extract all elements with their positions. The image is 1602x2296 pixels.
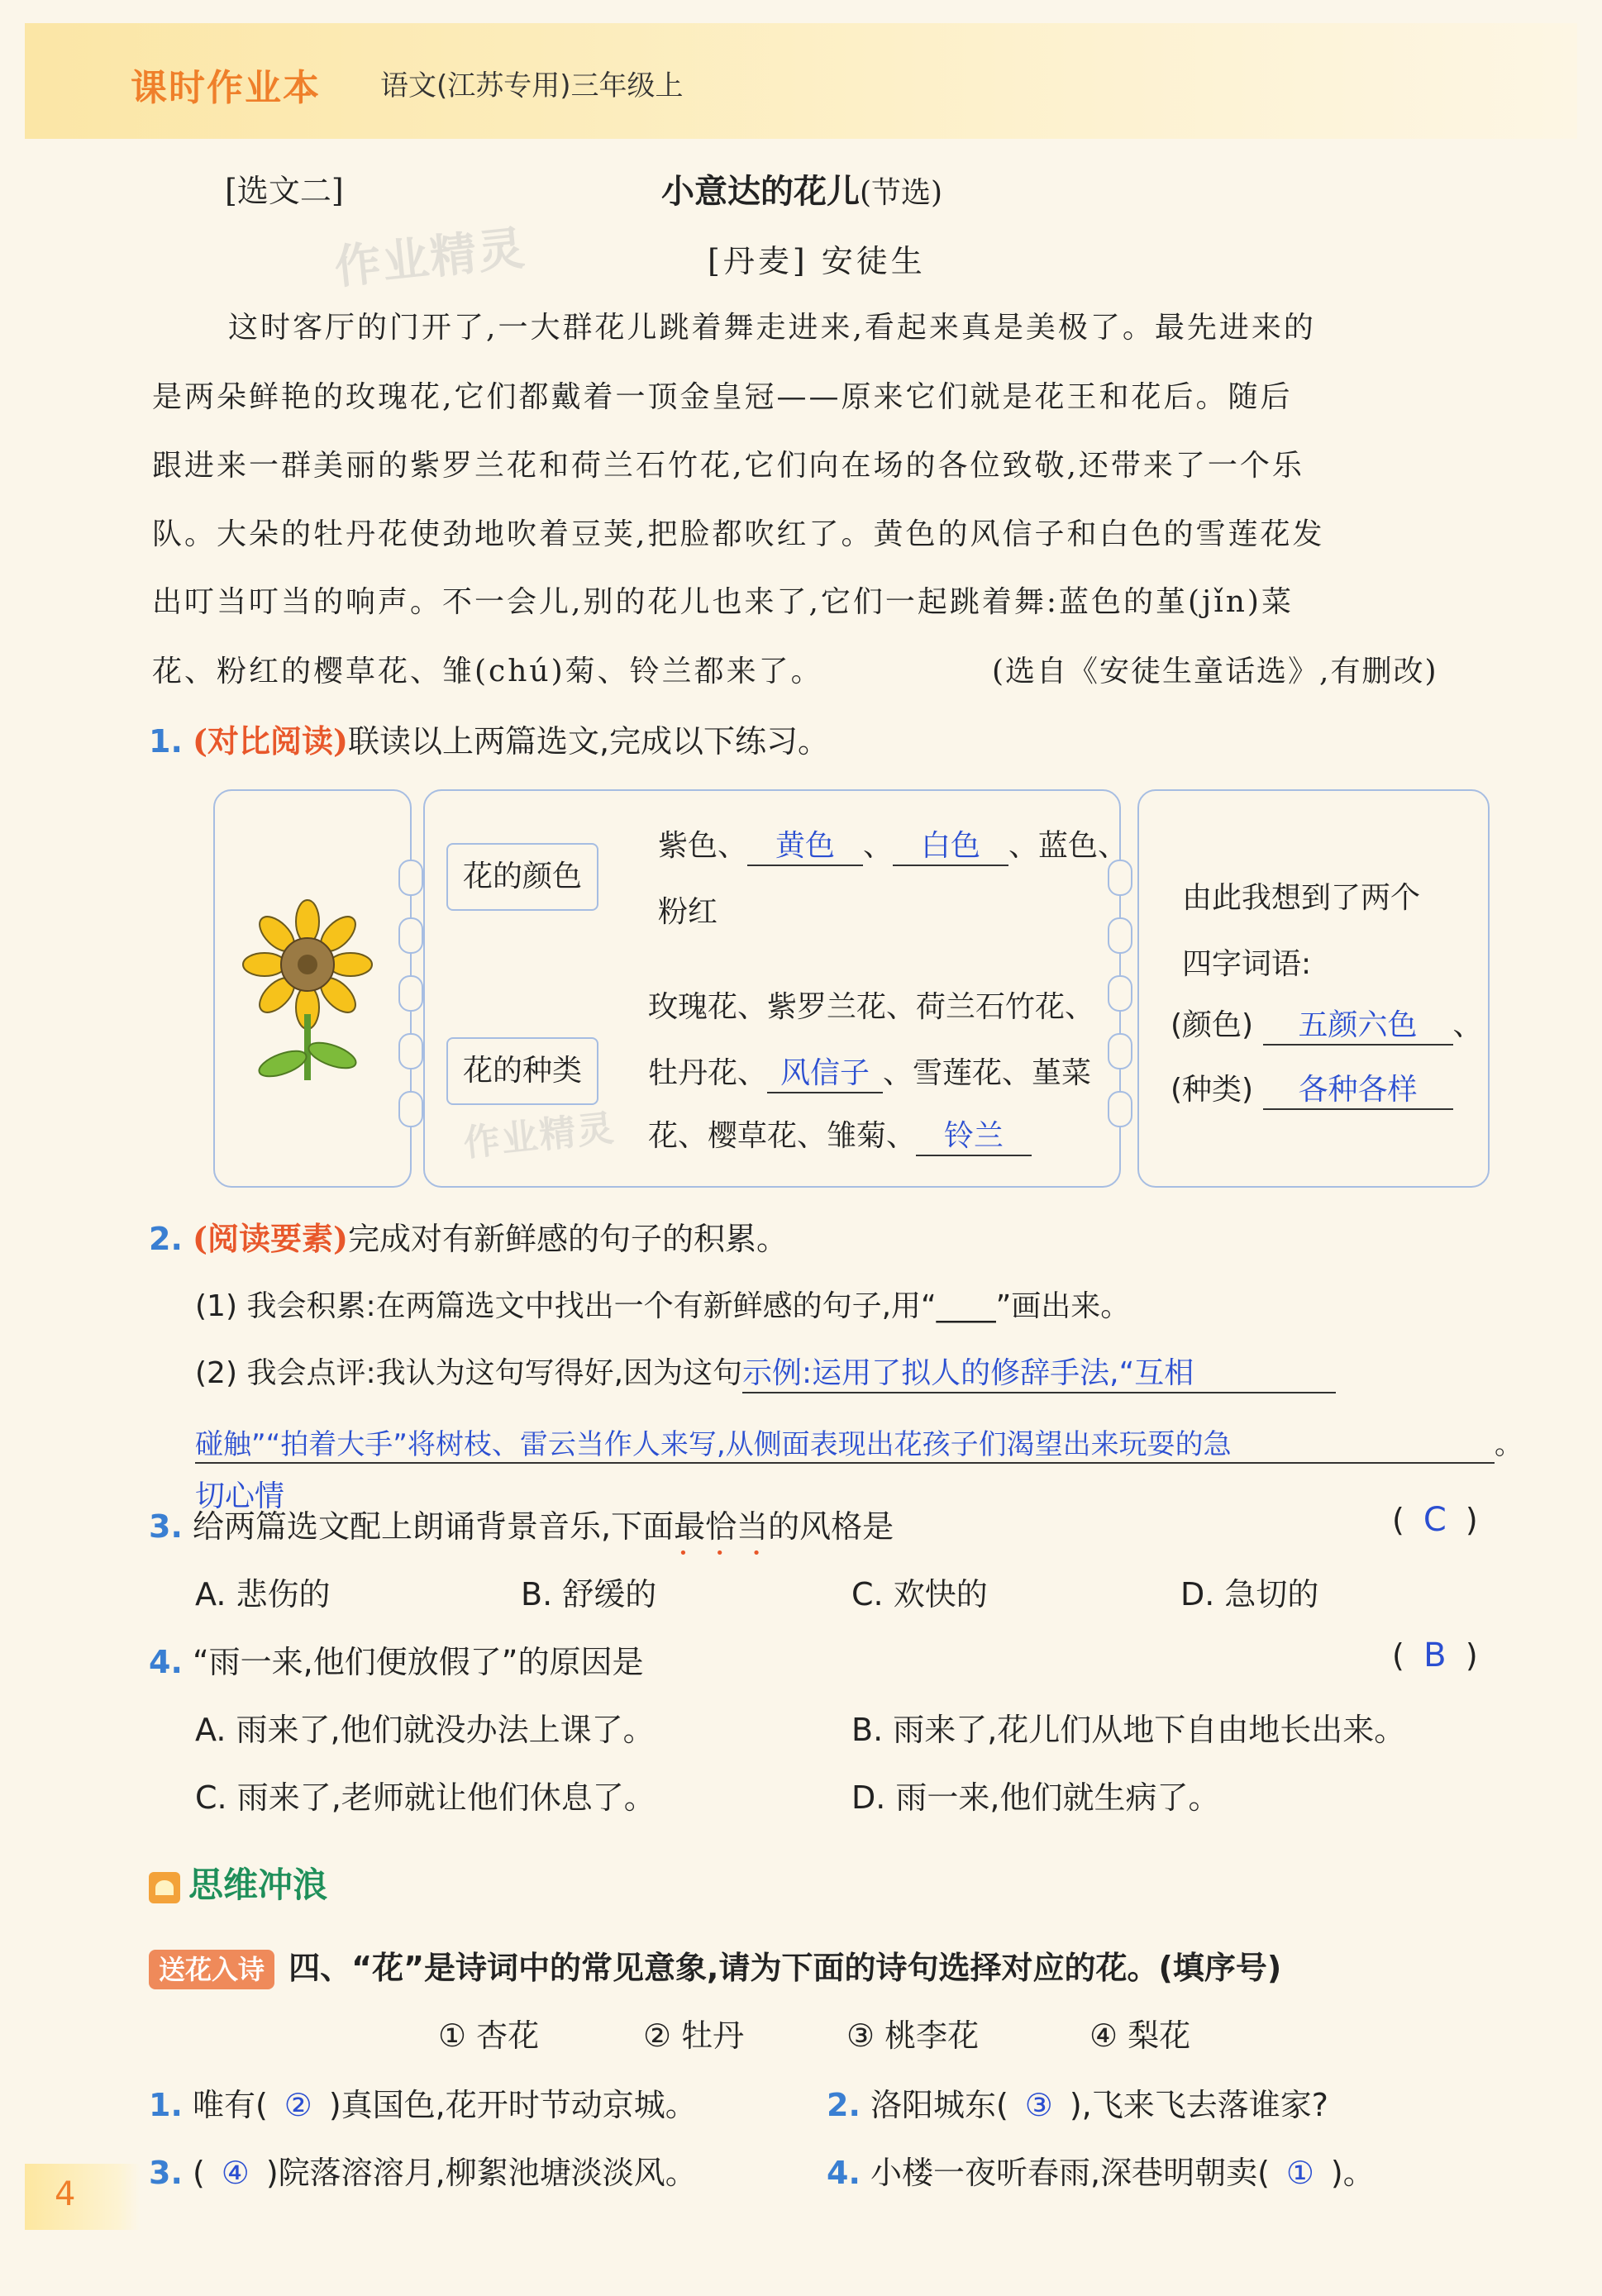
passage-line-4: 队。大朵的牡丹花使劲地吹着豆荚,把脸都吹红了。黄色的风信子和白色的雪莲花发 <box>152 517 1325 551</box>
q4-paren-open: ( <box>1392 1637 1404 1674</box>
q2-number: 2. <box>149 1221 183 1257</box>
passage-line-6: 花、粉红的樱草花、雏(chú)菊、铃兰都来了。 <box>152 655 823 688</box>
q2-text: 完成对有新鲜感的句子的积累。 <box>347 1221 788 1257</box>
q4-option-b: B. 雨来了,花儿们从地下自由地长出来。 <box>851 1712 1406 1748</box>
q4-number: 4. <box>149 1644 183 1680</box>
part-four-badge: 送花入诗 <box>149 1950 274 1989</box>
q3-option-d: D. 急切的 <box>1180 1576 1319 1612</box>
passage-title-text: 小意达的花儿 <box>661 173 860 211</box>
color-prefix: 紫色、 <box>658 829 748 863</box>
q4-option-a: A. 雨来了,他们就没办法上课了。 <box>195 1712 655 1748</box>
poem-item-2 <box>827 2079 1328 2125</box>
kind-answer-1: 风信子 <box>767 1050 883 1093</box>
binder-ring <box>398 860 423 896</box>
color-separator: 、 <box>863 829 894 863</box>
poem-2-before: 洛阳城东( <box>870 2087 1008 2123</box>
q3-text-after: 的风格是 <box>768 1508 894 1545</box>
poem-4-before: 小楼一夜听春雨,深巷明朝卖( <box>870 2155 1270 2191</box>
kind-prefix-2: 牡丹花、 <box>648 1056 768 1090</box>
q3-emphasis: 最恰当 • • • <box>674 1508 768 1545</box>
q2-answer-2: 碰触”“拍着大手”将树枝、雷云当作人来写,从侧面表现出花孩子们渴望出来玩耍的急 <box>195 1422 1495 1464</box>
poem-2-after: ),飞来飞去落谁家? <box>1069 2087 1328 2123</box>
passage-line-2: 是两朵鲜艳的玫瑰花,它们都戴着一顶金皇冠——原来它们就是花王和花后。随后 <box>152 380 1293 414</box>
q2-answer-1: 示例:运用了拟人的修辞手法,“互相 <box>742 1350 1336 1393</box>
color-answer-1: 黄色 <box>747 822 863 866</box>
poem-item-3 <box>149 2147 697 2193</box>
q4-answer: B <box>1423 1636 1447 1674</box>
q2-sub1: (1) 我会积累:在两篇选文中找出一个有新鲜感的句子,用“____”画出来。 <box>195 1289 1131 1323</box>
diagram-image-panel <box>213 789 412 1188</box>
q2-answer-row <box>195 1422 1523 1464</box>
right-line-1: 由此我想到了两个 <box>1182 881 1421 915</box>
q3-paren-close: ) <box>1465 1502 1478 1538</box>
binder-ring <box>398 917 423 954</box>
flower-choice-4: ④ 梨花 <box>1089 2017 1191 2054</box>
right-kind-row <box>1171 1066 1453 1110</box>
watermark-logo: 作业精灵 <box>331 222 529 295</box>
right-kind-answer: 各种各样 <box>1263 1066 1453 1110</box>
section-title: 思维冲浪 <box>188 1865 328 1905</box>
q3-number: 3. <box>149 1508 183 1545</box>
passage-line-1: 这时客厅的门开了,一大群花儿跳着舞走进来,看起来真是美极了。最先进来的 <box>228 311 1316 345</box>
q3-option-a: A. 悲伤的 <box>195 1576 331 1612</box>
kind-suffix-2: 、雪莲花、堇菜 <box>883 1056 1092 1090</box>
sunflower-icon <box>215 791 410 1186</box>
binder-ring <box>398 1033 423 1069</box>
q4-option-d: D. 雨一来,他们就生病了。 <box>851 1779 1220 1816</box>
q4-answer-paren <box>1392 1636 1478 1674</box>
q4-heading <box>149 1636 643 1682</box>
color-suffix: 、蓝色、 <box>1008 829 1128 863</box>
kind-row-2 <box>648 1050 1091 1093</box>
q4-paren-close: ) <box>1465 1637 1478 1674</box>
passage-line-3: 跟进来一群美丽的紫罗兰花和荷兰石竹花,它们向在场的各位致敬,还带来了一个乐 <box>152 449 1304 483</box>
poem-2-number: 2. <box>827 2087 861 2123</box>
q1-number: 1. <box>149 723 183 760</box>
page-number-tab <box>25 2164 141 2230</box>
passage-title-note: (节选) <box>860 176 943 210</box>
binder-ring <box>398 1091 423 1127</box>
q3-heading <box>149 1501 894 1546</box>
section-heading <box>149 1858 327 1908</box>
right-color-end: 、 <box>1452 1008 1483 1042</box>
poem-4-answer: ① <box>1285 2155 1314 2191</box>
binder-ring <box>1108 1091 1132 1127</box>
right-color-answer: 五颜六色 <box>1263 1002 1453 1046</box>
watermark-logo: 作业精灵 <box>461 1107 617 1165</box>
poem-2-answer: ③ <box>1024 2087 1053 2123</box>
q2-sub2-end: 。 <box>1495 1428 1523 1461</box>
section-icon <box>149 1872 180 1903</box>
q1-text: 联读以上两篇选文,完成以下练习。 <box>347 723 830 760</box>
poem-item-4 <box>827 2147 1375 2193</box>
q4-option-c: C. 雨来了,老师就让他们休息了。 <box>195 1779 656 1816</box>
passage-label: [选文二] <box>225 173 344 209</box>
poem-1-number: 1. <box>149 2087 183 2123</box>
q3-paren-open: ( <box>1392 1502 1404 1538</box>
color-row-1 <box>658 822 1128 866</box>
q2-heading <box>149 1213 788 1259</box>
kind-answer-2: 铃兰 <box>916 1112 1032 1156</box>
brand-title: 课时作业本 <box>131 67 321 109</box>
q2-tag: (阅读要素) <box>192 1220 348 1257</box>
kind-label-box: 花的种类 <box>446 1037 598 1105</box>
part-four-heading <box>149 1942 1281 1989</box>
poem-1-after: )真国色,花开时节动京城。 <box>328 2087 697 2123</box>
q3-answer: C <box>1423 1501 1447 1539</box>
q1-heading <box>149 716 829 761</box>
q3-option-b: B. 舒缓的 <box>521 1576 657 1612</box>
poem-3-number: 3. <box>149 2155 183 2191</box>
q2-answer-3: 切心情 <box>195 1479 285 1513</box>
right-color-row <box>1171 1002 1483 1046</box>
right-line-2: 四字词语: <box>1182 947 1312 981</box>
flower-choice-1: ① 杏花 <box>438 2017 540 2054</box>
binder-ring <box>1108 1033 1132 1069</box>
book-subtitle: 语文(江苏专用)三年级上 <box>380 69 684 102</box>
poem-item-1 <box>149 2079 697 2125</box>
q2-sub2-row <box>195 1350 1336 1393</box>
poem-3-before: ( <box>192 2155 205 2191</box>
q3-answer-paren <box>1392 1501 1478 1539</box>
poem-4-number: 4. <box>827 2155 861 2191</box>
poem-1-before: 唯有( <box>192 2087 268 2123</box>
color-row-2: 粉红 <box>658 895 718 929</box>
page-number: 4 <box>55 2175 76 2213</box>
right-kind-label: (种类) <box>1171 1073 1254 1107</box>
flower-choice-3: ③ 桃李花 <box>846 2017 980 2054</box>
passage-author: [丹麦] 安徒生 <box>708 243 926 279</box>
color-label-box: 花的颜色 <box>446 843 598 911</box>
right-color-label: (颜色) <box>1171 1008 1254 1042</box>
binder-ring <box>1108 917 1132 954</box>
part-four-text: 四、“花”是诗词中的常见意象,请为下面的诗句选择对应的花。(填序号) <box>288 1950 1282 1986</box>
q3-option-c: C. 欢快的 <box>851 1576 988 1612</box>
passage-title <box>661 165 942 212</box>
kind-row-3 <box>648 1112 1032 1156</box>
flower-choice-2: ② 牡丹 <box>643 2017 745 2054</box>
q2-sub2-prefix: (2) 我会点评:我认为这句写得好,因为这句 <box>195 1356 743 1390</box>
passage-source: (选自《安徒生童话选》,有删改) <box>992 655 1438 688</box>
poem-1-answer: ② <box>284 2087 312 2123</box>
q4-text: “雨一来,他们便放假了”的原因是 <box>192 1644 644 1680</box>
color-answer-2: 白色 <box>893 822 1008 866</box>
poem-3-answer: ④ <box>221 2155 250 2191</box>
binder-ring <box>398 975 423 1012</box>
poem-4-after: )。 <box>1330 2155 1375 2191</box>
q3-text-before: 给两篇选文配上朗诵背景音乐,下面 <box>192 1508 675 1545</box>
binder-ring <box>1108 975 1132 1012</box>
diagram-right-panel <box>1137 789 1490 1188</box>
kind-row-1: 玫瑰花、紫罗兰花、荷兰石竹花、 <box>648 990 1095 1024</box>
passage-line-5: 出叮当叮当的响声。不一会儿,别的花儿也来了,它们一起跳着舞:蓝色的堇(jǐn)菜 <box>152 585 1294 619</box>
poem-3-after: )院落溶溶月,柳絮池塘淡淡风。 <box>265 2155 697 2191</box>
kind-prefix-3: 花、樱草花、雏菊、 <box>648 1119 917 1153</box>
q1-tag: (对比阅读) <box>192 722 348 760</box>
